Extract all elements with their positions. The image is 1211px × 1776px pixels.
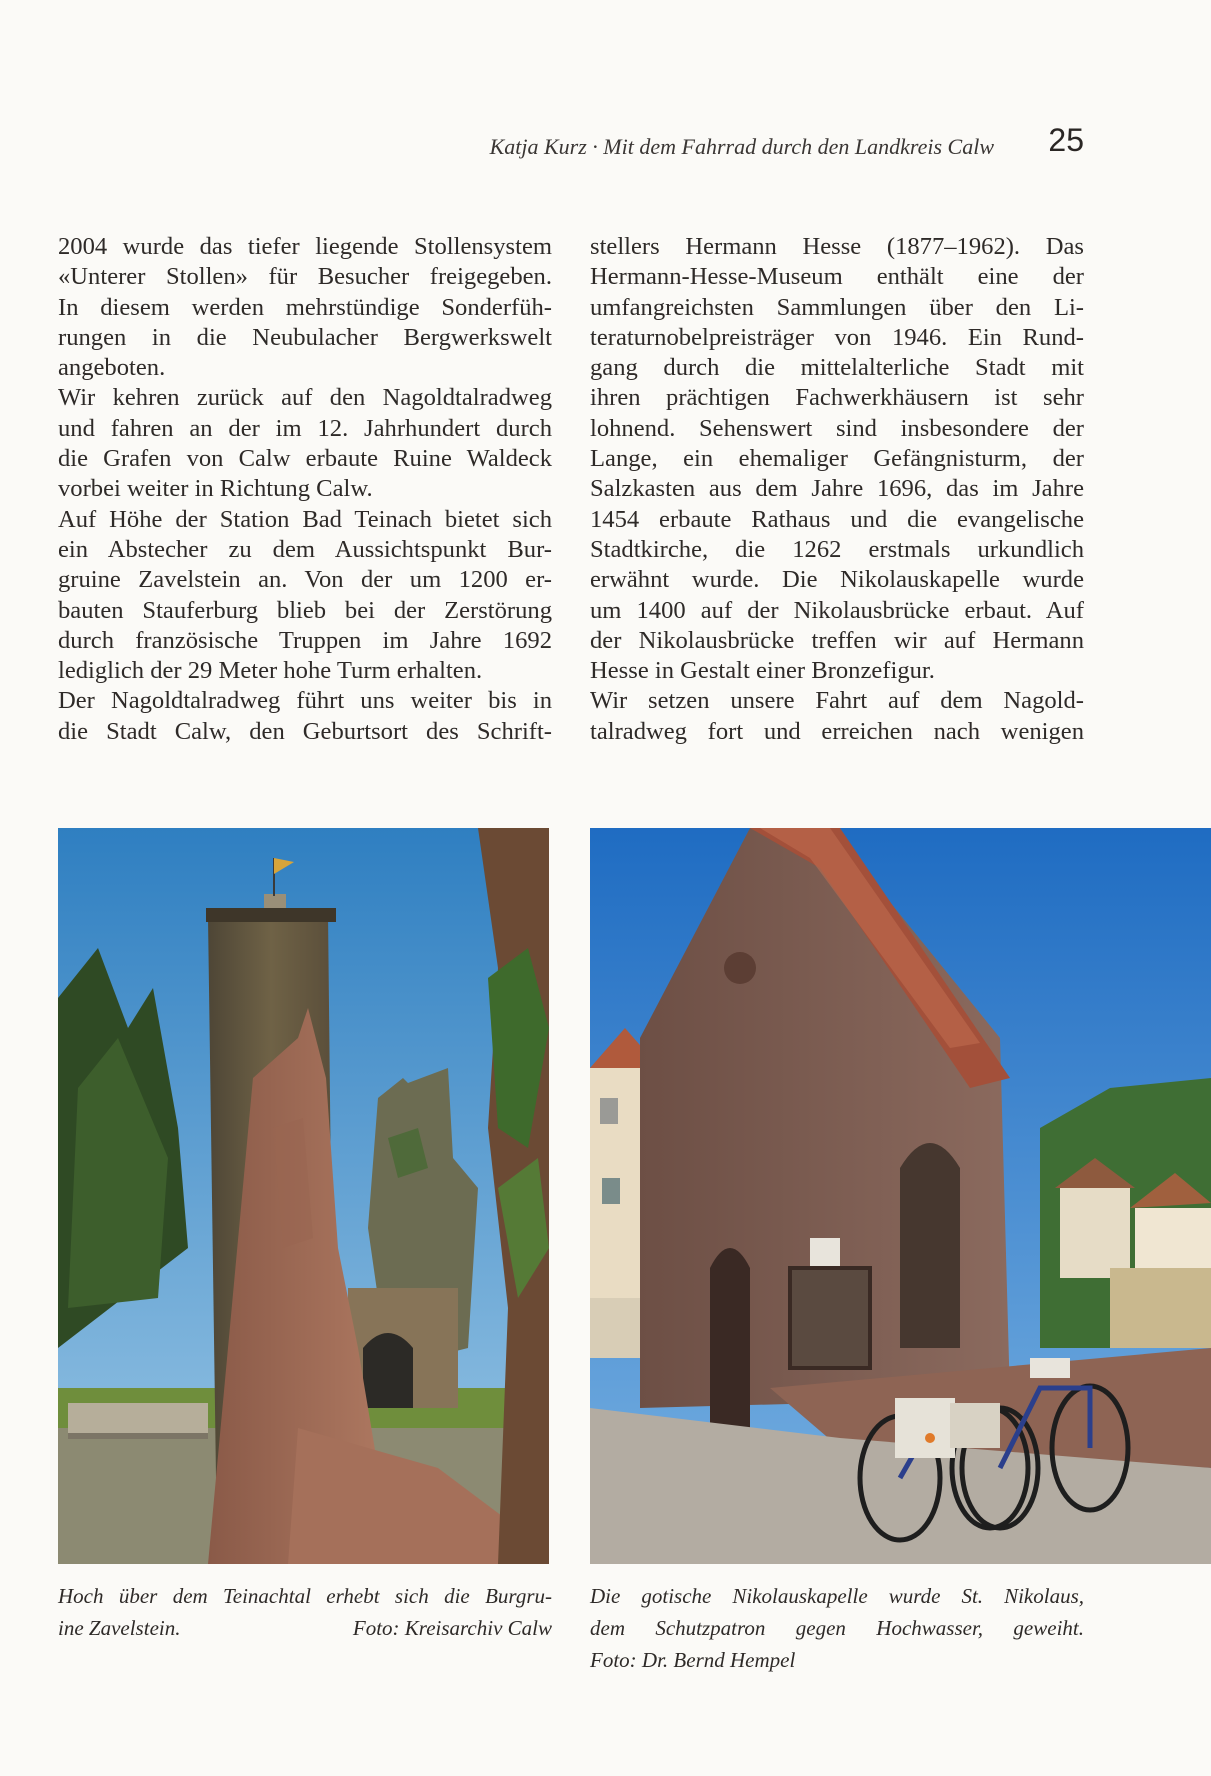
caption-right [590,1580,1084,1676]
photo-burgruine-zavelstein [58,828,549,1564]
text-line: 2004 wurde das tiefer liegende Stollensystem [58,233,552,260]
text-line: ihren prächtigen Fachwerkhäusern ist sehr [590,384,1084,412]
text-line: In diesem werden mehrstündige Sonderfüh- [58,293,552,321]
text-line: gruine Zavelstein an. Von der um 1200 er- [58,566,552,594]
text-line: um 1400 auf der Nikolausbrücke erbaut. Auf [590,596,1084,624]
text-line: der Nikolausbrücke treffen wir auf Hermann [590,626,1084,654]
page-number: 25 [1048,122,1084,158]
text-line: die Stadt Calw, den Geburtsort des Schrift- [58,717,552,745]
text-line: vorbei weiter in Richtung Calw. [58,475,373,503]
photo-credit: Foto: Kreisarchiv Calw [352,1616,552,1640]
text-line: angeboten. [58,354,166,382]
castle-ruin-illustration [58,828,549,1564]
caption-line: Die gotische Nikolauskapelle wurde St. Nikolaus, [590,1584,1084,1608]
text-line: durch französische Truppen im Jahre 1692 [58,626,552,654]
text-line: ein Abstecher zu dem Aussichtspunkt Bur- [58,535,552,563]
running-header [420,118,1084,166]
text-line: und fahren an der im 12. Jahrhundert durch [58,414,552,442]
text-line: «Unterer Stollen» für Besucher freigegeben. [58,263,552,291]
text-line: erwähnt wurde. Die Nikolauskapelle wurde [590,566,1084,594]
text-line: umfangreichsten Sammlungen über den Li- [590,293,1084,321]
caption-left [58,1580,552,1644]
text-line: Der Nagoldtalradweg führt uns weiter bis in [58,687,552,715]
text-line: Lange, ein ehemaliger Gefängnisturm, der [590,445,1084,473]
text-line: lediglich der 29 Meter hohe Turm erhalten. [58,657,483,685]
text-line: Wir setzen unsere Fahrt auf dem Nagold- [590,687,1084,715]
text-line: Hermann-Hesse-Museum enthält eine der [590,263,1084,291]
text-column-right [590,232,1084,747]
photo-nikolauskapelle [590,828,1211,1564]
photo-credit: Foto: Dr. Bernd Hempel [590,1648,796,1672]
caption-line: dem Schutzpatron gegen Hochwasser, geweiht. [590,1616,1084,1640]
text-line: Wir kehren zurück auf den Nagoldtalradweg [58,384,552,412]
text-line: rungen in die Neubulacher Bergwerkswelt [58,323,552,351]
caption-line-with-credit [58,1612,552,1644]
text-column-left [58,232,552,747]
caption-line: Hoch über dem Teinachtal erhebt sich die Burgru- [58,1584,552,1608]
text-line: Hesse in Gestalt einer Bronzefigur. [590,657,935,685]
text-line: talradweg fort und erreichen nach wenigen [590,717,1084,745]
text-line: bauten Stauferburg blieb bei der Zerstörung [58,596,552,624]
text-line: die Grafen von Calw erbaute Ruine Waldeck [58,445,552,473]
text-line: 1454 erbaute Rathaus und die evangelische [590,505,1084,533]
text-line: Salzkasten aus dem Jahre 1696, das im Jahre [590,475,1084,503]
chapel-bridge-illustration [590,828,1211,1564]
text-line: Stadtkirche, die 1262 erstmals urkundlich [590,535,1084,563]
text-line: teraturnobelpreisträger von 1946. Ein Rund- [590,323,1084,351]
text-line: stellers Hermann Hesse (1877–1962). Das [590,233,1084,260]
text-line: Auf Höhe der Station Bad Teinach bietet sich [58,505,552,533]
text-line: gang durch die mittelalterliche Stadt mit [590,354,1084,382]
running-title: Katja Kurz · Mit dem Fahrrad durch den Landkreis Calw [489,134,994,159]
caption-text: ine Zavelstein. [58,1616,181,1640]
text-line: lohnend. Sehenswert sind insbesondere der [590,414,1084,442]
